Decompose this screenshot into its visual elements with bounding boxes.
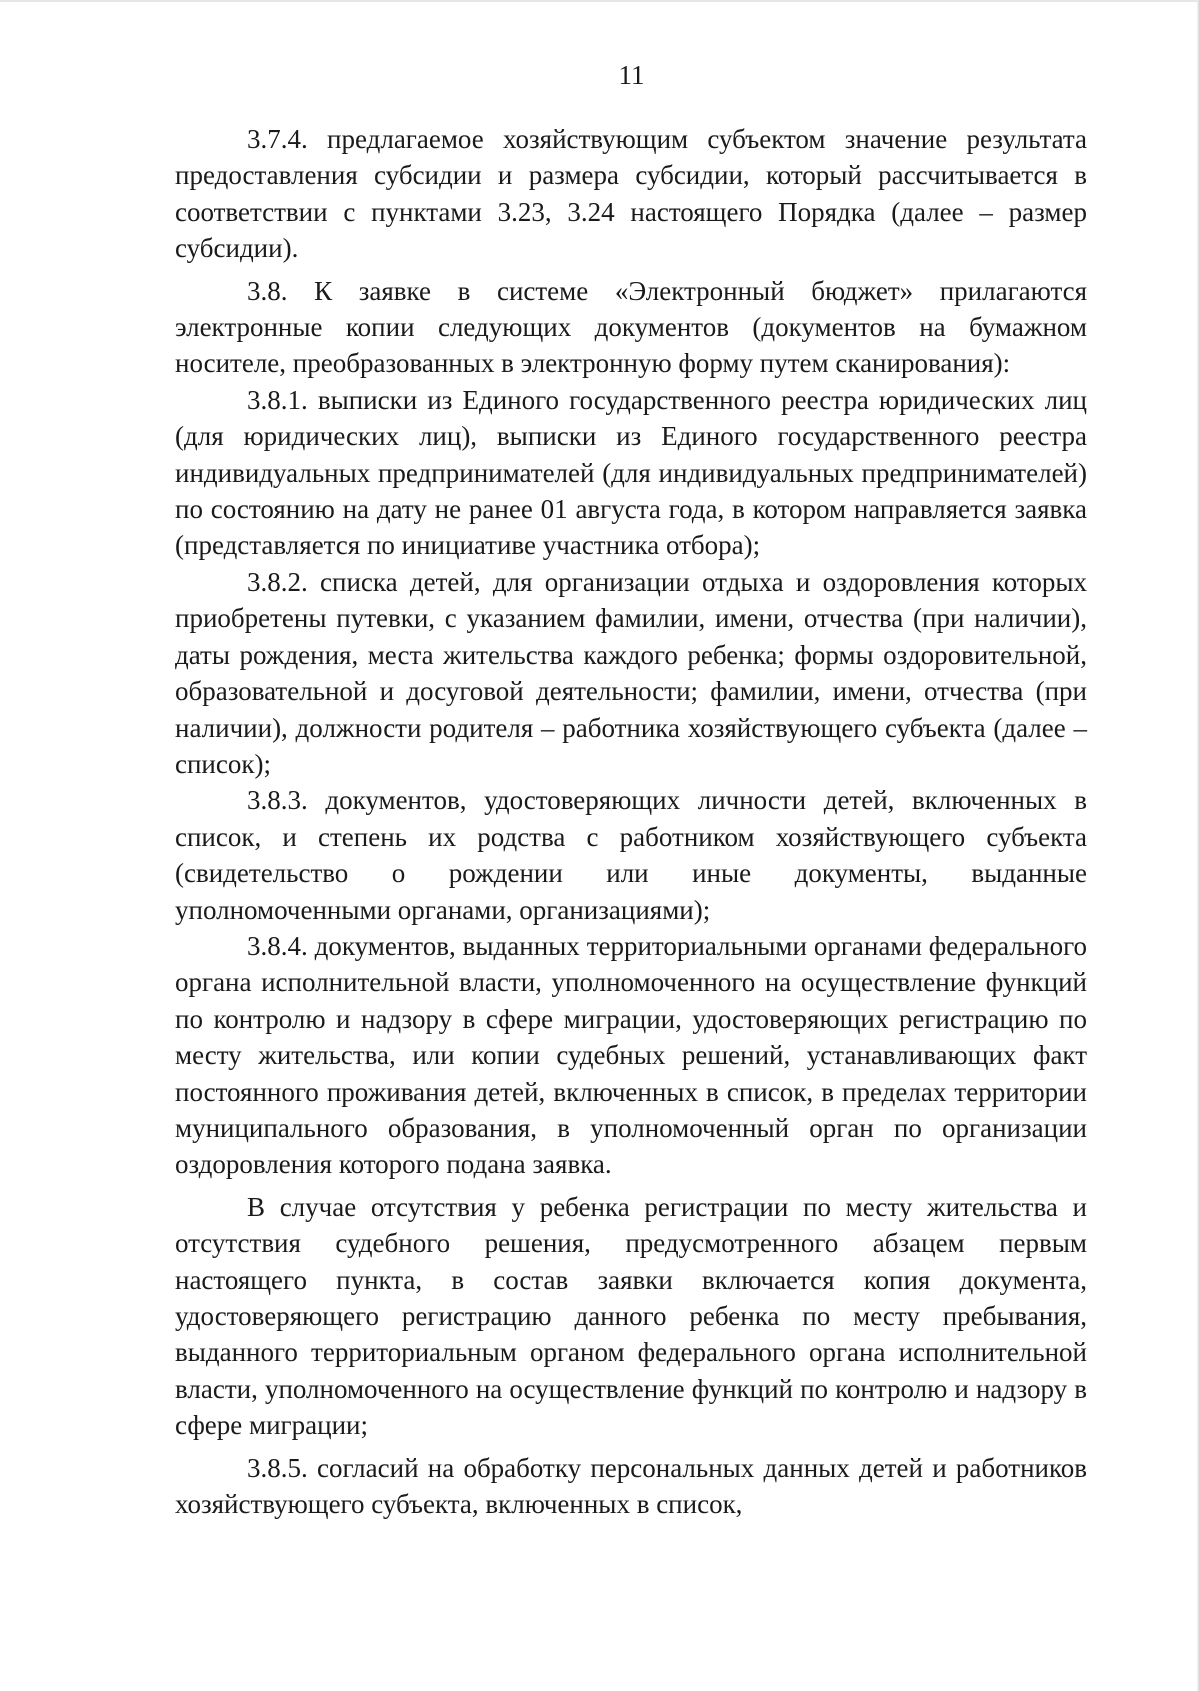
- paragraph-3-8-1: 3.8.1. выписки из Единого государственного реестра юридических лиц (для юридических лиц), выписки из Единого государственного реестра индивидуальных предпринимателей (для индивидуальных предпринимателей) по состоянию на дату не ранее 01 августа года, в котором направляется заявка (представляется по инициативе участника отбора);: [175, 384, 1087, 561]
- paragraph-3-8-5: 3.8.5. согласий на обработку персональных данных детей и работников хозяйствующего субъекта, включенных в список,: [175, 1452, 1087, 1520]
- paragraph-3-7-4: 3.7.4. предлагаемое хозяйствующим субъектом значение результата предоставления субсидии и размера субсидии, который рассчитывается в соответствии с пунктами 3.23, 3.24 настоящего Порядка (далее – размер субсидии).: [175, 124, 1087, 264]
- page-number: 11: [618, 60, 645, 90]
- paragraph-3-8-2: 3.8.2. списка детей, для организации отдыха и оздоровления которых приобретены путевки, с указанием фамилии, имени, отчества (при наличии), даты рождения, места жительства каждого ребенка; формы оздоровительной, образовательной и досуговой деятельности; фамилии, имени, отчества (при наличии), должности родителя – работника хозяйствующего субъекта (далее – список);: [175, 566, 1087, 779]
- paragraph-3-8-3: 3.8.3. документов, удостоверяющих личности детей, включенных в список, и степень их родства с работником хозяйствующего субъекта (свидетельство о рождении или иные документы, выданные уполномоченными органами, организациями);: [175, 785, 1087, 925]
- document-body: [175, 121, 1087, 1522]
- scan-top-edge: [0, 0, 1200, 2]
- paragraph-registration-absence: В случае отсутствия у ребенка регистрации по месту жительства и отсутствия судебного решения, предусмотренного абзацем первым настоящего пункта, в состав заявки включается копия документа, удостоверяющего регистрацию данного ребенка по месту пребывания, выданного территориальным органом федерального органа исполнительной власти, уполномоченного на осуществление функций по контролю и надзору в сфере миграции;: [175, 1191, 1087, 1441]
- paragraph-3-8: 3.8. К заявке в системе «Электронный бюджет» прилагаются электронные копии следующих документов (документов на бумажном носителе, преобразованных в электронную форму путем сканирования):: [175, 275, 1087, 379]
- paragraph-3-8-4: 3.8.4. документов, выданных территориальными органами федерального органа исполнительной власти, уполномоченного на осуществление функций по контролю и надзору в сфере миграции, удостоверяющих регистрацию по месту жительства, или копии судебных решений, устанавливающих факт постоянного проживания детей, включенных в список, в пределах территории муниципального образования, в уполномоченный орган по организации оздоровления которого подана заявка.: [175, 930, 1087, 1180]
